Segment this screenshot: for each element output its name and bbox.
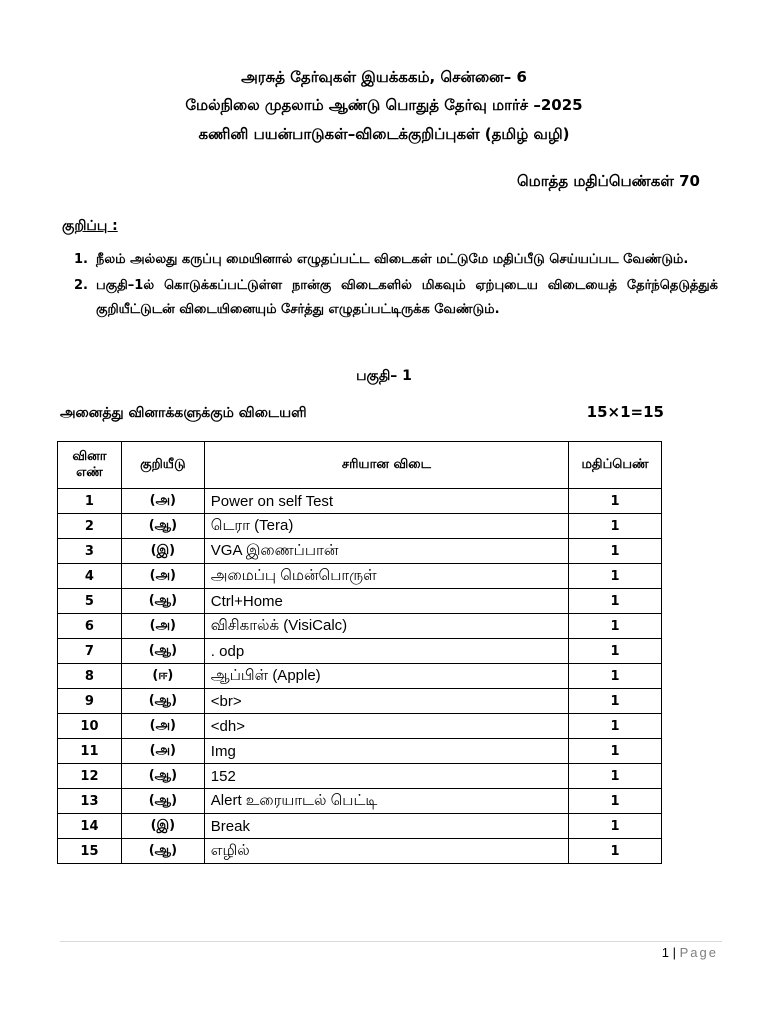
marks-cell: 1 — [569, 764, 662, 789]
page-word: Page — [679, 945, 718, 960]
footer-divider — [60, 941, 722, 942]
answer-cell: Alert உரையாடல் பெட்டி — [204, 789, 568, 814]
table-row — [58, 764, 662, 789]
code-cell: (ஆ) — [121, 514, 204, 539]
instruction-item — [62, 274, 718, 322]
question-number-cell: 15 — [58, 839, 122, 864]
answer-cell: Ctrl+Home — [204, 589, 568, 614]
marks-formula: 15×1=15 — [586, 403, 664, 421]
table-row — [58, 564, 662, 589]
question-number-cell: 6 — [58, 614, 122, 639]
header-line-3: கணினி பயன்பாடுகள்–விடைக்குறிப்புகள் (தமிழ் வழி) — [198, 125, 570, 143]
question-number-cell: 2 — [58, 514, 122, 539]
answer-cell: 152 — [204, 764, 568, 789]
instruction-text: நீலம் அல்லது கருப்பு மையினால் எழுதப்பட்ட விடைகள் மட்டுமே மதிப்பீடு செய்யப்பட வேண்டும். — [96, 252, 689, 267]
marks-cell: 1 — [569, 689, 662, 714]
code-cell: (ஈ) — [121, 664, 204, 689]
question-number-cell: 5 — [58, 589, 122, 614]
code-cell: (ஆ) — [121, 589, 204, 614]
marks-cell: 1 — [569, 614, 662, 639]
code-cell: (அ) — [121, 714, 204, 739]
table-row — [58, 614, 662, 639]
question-number-cell: 14 — [58, 814, 122, 839]
marks-cell: 1 — [569, 589, 662, 614]
table-row — [58, 514, 662, 539]
question-number-cell: 9 — [58, 689, 122, 714]
marks-cell: 1 — [569, 739, 662, 764]
table-row — [58, 689, 662, 714]
marks-cell: 1 — [569, 714, 662, 739]
question-number-cell: 13 — [58, 789, 122, 814]
code-cell: (அ) — [121, 489, 204, 514]
question-number-cell: 7 — [58, 639, 122, 664]
marks-cell: 1 — [569, 664, 662, 689]
code-cell: (ஆ) — [121, 839, 204, 864]
answer-cell: ஆப்பிள் (Apple) — [204, 664, 568, 689]
answer-cell: டெரா (Tera) — [204, 514, 568, 539]
total-marks: மொத்த மதிப்பெண்கள் 70 — [516, 172, 700, 190]
question-number-cell: 10 — [58, 714, 122, 739]
header-line-1: அரசுத் தேர்வுகள் இயக்ககம், சென்னை– 6 — [241, 68, 527, 86]
question-number-cell: 12 — [58, 764, 122, 789]
code-cell: (ஆ) — [121, 639, 204, 664]
marks-cell: 1 — [569, 789, 662, 814]
note-title: குறிப்பு : — [62, 218, 118, 234]
instruction-list — [62, 248, 718, 324]
table-row — [58, 814, 662, 839]
table-row — [58, 489, 662, 514]
marks-cell: 1 — [569, 539, 662, 564]
answer-cell: Break — [204, 814, 568, 839]
marks-cell: 1 — [569, 489, 662, 514]
code-cell: (ஆ) — [121, 689, 204, 714]
header-question-number: வினா எண் — [58, 442, 122, 489]
table-header-row — [58, 442, 662, 489]
answer-cell: . odp — [204, 639, 568, 664]
table-row — [58, 589, 662, 614]
page-separator: | — [672, 945, 676, 960]
code-cell: (அ) — [121, 614, 204, 639]
answer-cell: <dh> — [204, 714, 568, 739]
answer-cell: அமைப்பு மென்பொருள் — [204, 564, 568, 589]
page-number: 1 — [661, 945, 669, 960]
header-marks: மதிப்பெண் — [569, 442, 662, 489]
question-number-cell: 3 — [58, 539, 122, 564]
table-row — [58, 539, 662, 564]
table-row — [58, 739, 662, 764]
instruction-number: 1. — [74, 252, 88, 267]
marks-cell: 1 — [569, 564, 662, 589]
section-title: பகுதி– 1 — [356, 368, 412, 384]
answer-cell: விசிகால்க் (VisiCalc) — [204, 614, 568, 639]
question-number-cell: 8 — [58, 664, 122, 689]
answer-cell: <br> — [204, 689, 568, 714]
table-row — [58, 714, 662, 739]
marks-cell: 1 — [569, 814, 662, 839]
code-cell: (இ) — [121, 814, 204, 839]
code-cell: (அ) — [121, 564, 204, 589]
instruction-text: பகுதி–1ல் கொடுக்கப்பட்டுள்ள நான்கு விடைகளில் மிகவும் ஏற்புடைய விடையைத் தேர்ந்தெடுத்துக் குறியீட்டுடன் விடையினையும் சேர்த்து எழுதப்பட்டிருக்க வேண்டும். — [96, 278, 718, 317]
table-row — [58, 664, 662, 689]
marks-cell: 1 — [569, 514, 662, 539]
question-number-cell: 4 — [58, 564, 122, 589]
question-number-cell: 1 — [58, 489, 122, 514]
section-instruction: அனைத்து வினாக்களுக்கும் விடையளி — [60, 405, 307, 421]
table-row — [58, 639, 662, 664]
answer-cell: Img — [204, 739, 568, 764]
code-cell: (இ) — [121, 539, 204, 564]
answer-cell: Power on self Test — [204, 489, 568, 514]
table-row — [58, 789, 662, 814]
question-number-cell: 11 — [58, 739, 122, 764]
marks-cell: 1 — [569, 839, 662, 864]
instruction-number: 2. — [74, 278, 88, 293]
answer-key-table — [57, 441, 662, 864]
code-cell: (ஆ) — [121, 789, 204, 814]
answer-cell: VGA இணைப்பான் — [204, 539, 568, 564]
table-row — [58, 839, 662, 864]
header-code: குறியீடு — [121, 442, 204, 489]
marks-cell: 1 — [569, 639, 662, 664]
answer-cell: எழில் — [204, 839, 568, 864]
page-footer — [662, 945, 718, 960]
header-answer: சரியான விடை — [204, 442, 568, 489]
code-cell: (அ) — [121, 739, 204, 764]
code-cell: (ஆ) — [121, 764, 204, 789]
header-line-2: மேல்நிலை முதலாம் ஆண்டு பொதுத் தேர்வு மார்ச் –2025 — [185, 96, 583, 114]
instruction-item — [62, 248, 718, 272]
